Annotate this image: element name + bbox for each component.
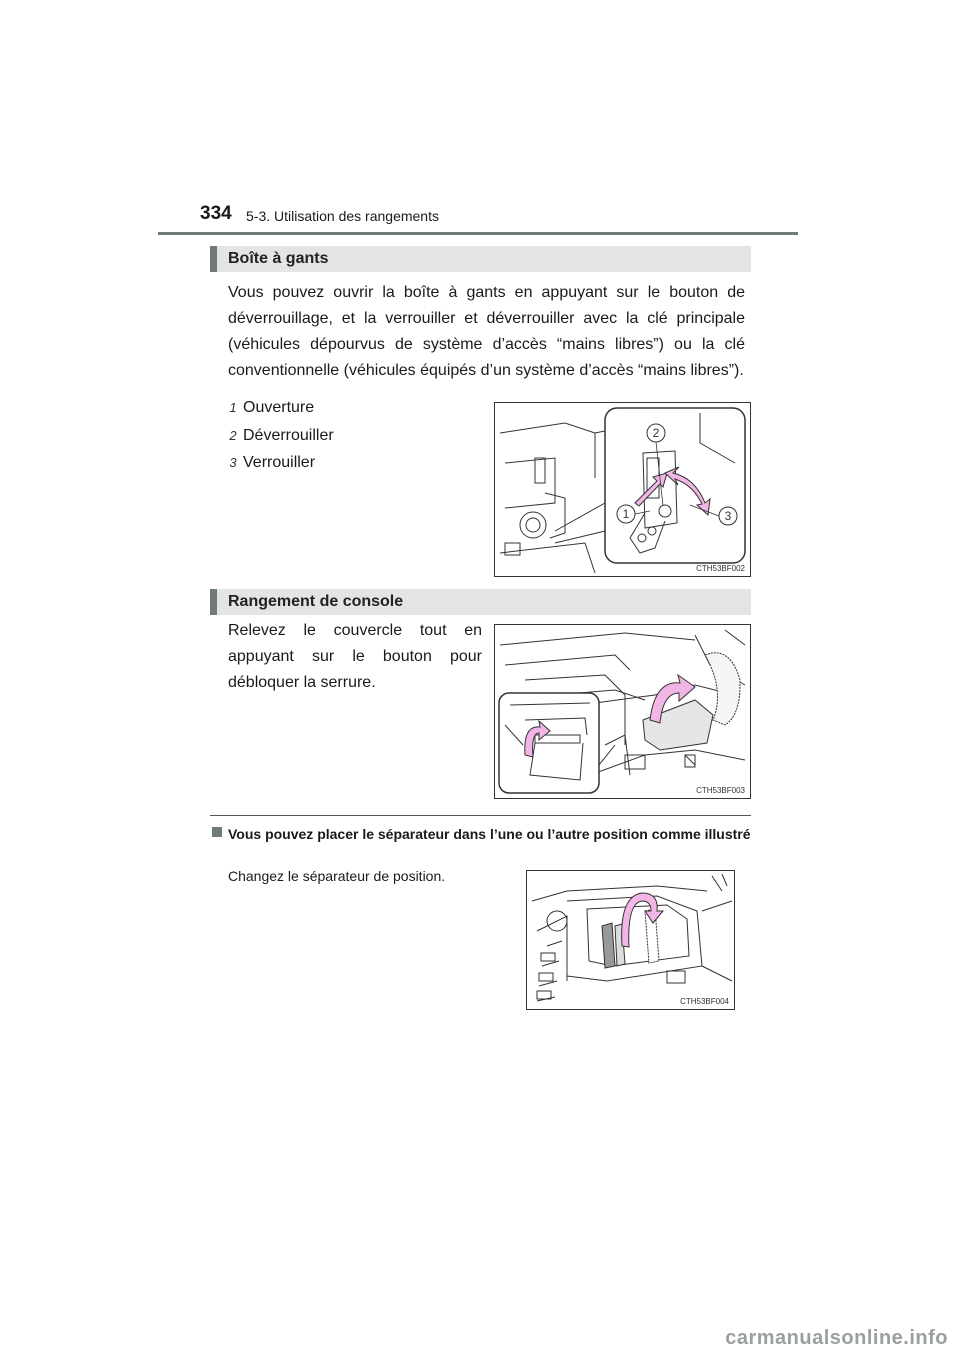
- figure-code: CTH53BF002: [696, 564, 745, 573]
- callout-1: 1: [622, 507, 630, 521]
- section-header-glovebox: [210, 246, 751, 272]
- item-number: 3: [229, 455, 237, 470]
- item-label: Déverrouiller: [243, 427, 334, 444]
- header-rule: [158, 232, 798, 235]
- section-title: Boîte à gants: [228, 250, 329, 267]
- item-number: 2: [229, 428, 237, 443]
- note-bullet: [212, 827, 222, 837]
- callout-2: 2: [652, 426, 660, 440]
- separator-figure: [526, 870, 735, 1010]
- watermark: carmanualsonline.info: [725, 1327, 948, 1349]
- console-figure: [494, 624, 751, 799]
- section-header-console: [210, 589, 751, 615]
- callout-3: 3: [724, 509, 732, 523]
- glovebox-body: Vous pouvez ouvrir la boîte à gants en appuyant sur le bouton de déverrouillage, et la verrouiller et déverrouiller avec la clé principale (véhicules dépourvus de système d’accès “mains libres”) ou la clé conventionnelle (véhicules équipés d’un système d’accès “mains libres”).: [228, 284, 745, 379]
- console-body: Relevez le couvercle tout en appuyant sur le bouton pour débloquer la serrure.: [228, 622, 482, 691]
- console-illustration: [495, 625, 750, 798]
- separator-illustration: [527, 871, 734, 1009]
- section-path: 5-3. Utilisation des rangements: [246, 208, 439, 224]
- item-label: Verrouiller: [243, 454, 316, 471]
- note-text: Changez le séparateur de position.: [228, 868, 446, 884]
- note-divider: [210, 815, 751, 816]
- section-title: Rangement de console: [228, 593, 404, 610]
- note-title: Vous pouvez placer le séparateur dans l’une ou l’autre position comme illustré: [228, 826, 751, 842]
- glovebox-figure: [494, 402, 751, 577]
- glovebox-illustration: [495, 403, 750, 576]
- page-number: 334: [200, 203, 232, 224]
- figure-code: CTH53BF004: [680, 997, 729, 1006]
- item-label: Ouverture: [243, 399, 315, 416]
- figure-code: CTH53BF003: [696, 786, 745, 795]
- item-number: 1: [229, 400, 237, 415]
